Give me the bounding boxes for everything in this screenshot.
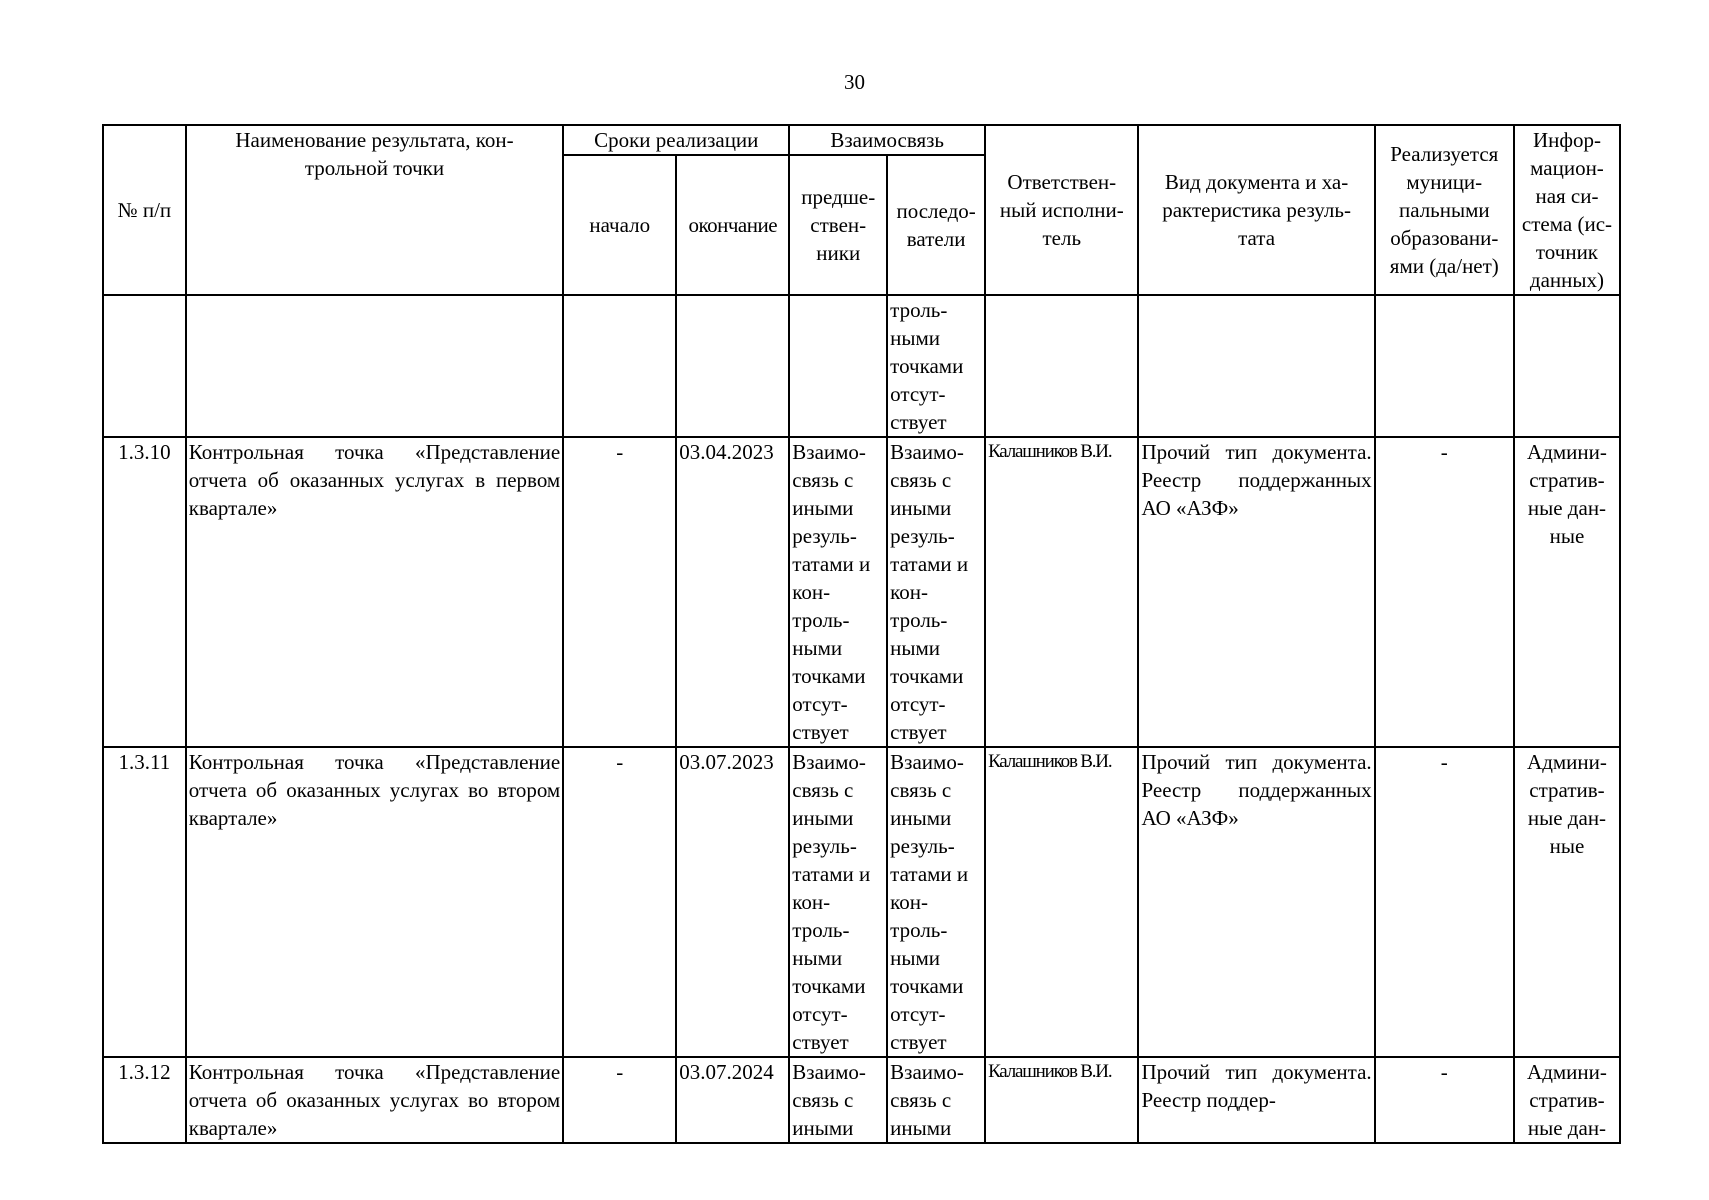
text-line: Взаимо- (890, 1060, 964, 1084)
text-line: ватели (906, 227, 966, 252)
text-line: связь с (890, 778, 952, 802)
cell-predecessors (789, 1057, 887, 1143)
text-line: тата (1238, 226, 1276, 250)
results-table (102, 124, 1621, 1144)
text-line: Реализуется (1390, 142, 1499, 166)
cell-end: 03.07.2024 (676, 1057, 789, 1143)
cell-end: 03.07.2023 (676, 747, 789, 1057)
text-line: троль- (792, 918, 850, 942)
text-line: Ответствен- (1007, 170, 1117, 194)
text-line: резуль- (792, 524, 857, 548)
header-row-1 (103, 125, 1620, 155)
table-row (103, 437, 1620, 747)
text-line: отсут- (890, 1002, 946, 1026)
text-line: троль- (890, 608, 948, 632)
page-number: 30 (844, 70, 865, 94)
text-line: Взаимо- (890, 750, 964, 774)
text-line: Взаимо- (890, 440, 964, 464)
text-line: трольной точки (304, 156, 445, 180)
text-line: точками (890, 664, 964, 688)
cell-info (1514, 437, 1620, 747)
cell-empty (186, 295, 563, 437)
cell-municipal: - (1375, 747, 1514, 1057)
cell-num: 1.3.12 (103, 1057, 186, 1143)
text-line: связь с (890, 468, 952, 492)
header-name (186, 125, 563, 295)
cell-doc: Прочий тип документа. Реестр поддержанных АО «АЗФ» (1138, 437, 1374, 747)
text-line: Взаимо- (792, 440, 866, 464)
cell-info (1514, 1057, 1620, 1143)
header-info (1514, 125, 1620, 295)
header-responsible (985, 125, 1138, 295)
cell-municipal: - (1375, 1057, 1514, 1143)
text-line: тель (1042, 226, 1082, 250)
cell-name: Контрольная точка «Представление отчета об оказанных услугах во втором квартале» (186, 1057, 563, 1143)
cell-responsible: Калашников В.И. (985, 437, 1138, 747)
text-line: Наименование результата, кон- (235, 128, 514, 152)
table-row (103, 1057, 1620, 1143)
header-predecessors (789, 155, 887, 295)
cell-empty (985, 295, 1138, 437)
text-line: Админи- (1527, 750, 1607, 774)
cell-empty (1375, 295, 1514, 437)
text-line: ная си- (1535, 184, 1599, 208)
cell-start: - (563, 437, 676, 747)
cell-empty (1138, 295, 1374, 437)
cell-empty (1514, 295, 1620, 437)
text-line: иными (890, 806, 952, 830)
text-line: отсут- (890, 382, 946, 406)
text-line: отсут- (792, 1002, 848, 1026)
text-line: кон- (792, 580, 831, 604)
text-line: Админи- (1527, 1060, 1607, 1084)
text-line: ствует (792, 720, 849, 744)
text-line: стратив- (1529, 778, 1605, 802)
text-line: Взаимо- (792, 1060, 866, 1084)
text-line: ными (792, 636, 843, 660)
text-line: татами и (792, 862, 871, 886)
text-line: стратив- (1529, 1088, 1605, 1112)
text-line: точками (890, 354, 964, 378)
cell-doc: Прочий тип документа. Реестр поддержанных АО «АЗФ» (1138, 747, 1374, 1057)
text-line: иными (792, 496, 854, 520)
text-line: иными (890, 1116, 952, 1140)
cell-empty (789, 295, 887, 437)
text-line: последо- (896, 199, 976, 224)
cell-predecessors (789, 437, 887, 747)
cell-num: 1.3.10 (103, 437, 186, 747)
cell-empty (676, 295, 789, 437)
text-line: троль- (890, 298, 948, 322)
text-line: кон- (890, 890, 929, 914)
table-row (103, 747, 1620, 1057)
text-line: ный исполни- (999, 198, 1124, 222)
text-line: ями (да/нет) (1389, 254, 1499, 278)
text-line: предше- (801, 185, 876, 210)
text-line: резуль- (890, 834, 955, 858)
cell-municipal: - (1375, 437, 1514, 747)
cell-doc: Прочий тип документа. Реестр поддер- (1138, 1057, 1374, 1143)
cell-empty (103, 295, 186, 437)
text-line: Взаимо- (792, 750, 866, 774)
text-line: татами и (890, 552, 969, 576)
text-line: троль- (890, 918, 948, 942)
text-line: иными (792, 806, 854, 830)
cell-end: 03.04.2023 (676, 437, 789, 747)
text-line: ные (1549, 834, 1585, 858)
text-line: муници- (1406, 170, 1483, 194)
text-line: стратив- (1529, 468, 1605, 492)
text-line: образовани- (1390, 226, 1499, 250)
cell-num: 1.3.11 (103, 747, 186, 1057)
text-line: ствен- (810, 213, 867, 238)
text-line: ными (890, 326, 941, 350)
header-successors (887, 155, 985, 295)
text-line: точник (1535, 240, 1599, 264)
text-line: ствует (890, 410, 947, 434)
cell-responsible: Калашников В.И. (985, 747, 1138, 1057)
cell-predecessors (789, 747, 887, 1057)
continuation-row (103, 295, 1620, 437)
cell-successors (887, 295, 985, 437)
text-line: рактеристика резуль- (1162, 198, 1351, 222)
cell-successors (887, 1057, 985, 1143)
cell-name: Контрольная точка «Представление отчета об оказанных услугах в первом квартале» (186, 437, 563, 747)
text-line: точками (792, 664, 866, 688)
text-line: ными (890, 636, 941, 660)
header-doc (1138, 125, 1374, 295)
text-line: иными (792, 1116, 854, 1140)
text-line: точками (792, 974, 866, 998)
text-line: ные дан- (1527, 496, 1607, 520)
cell-successors (887, 437, 985, 747)
text-line: пальными (1398, 198, 1490, 222)
text-line: Админи- (1527, 440, 1607, 464)
text-line: резуль- (792, 834, 857, 858)
text-line: стема (ис- (1521, 212, 1613, 236)
cell-start: - (563, 1057, 676, 1143)
text-line: отсут- (890, 692, 946, 716)
cell-start: - (563, 747, 676, 1057)
text-line: кон- (890, 580, 929, 604)
text-line: троль- (792, 608, 850, 632)
text-line: точками (890, 974, 964, 998)
text-line: ствует (792, 1030, 849, 1054)
text-line: Вид документа и ха- (1164, 170, 1349, 194)
text-line: Инфор- (1532, 128, 1601, 152)
text-line: ными (792, 946, 843, 970)
text-line: резуль- (890, 524, 955, 548)
text-line: татами и (890, 862, 969, 886)
text-line: ствует (890, 720, 947, 744)
header-start: начало (563, 155, 676, 295)
text-line: данных) (1529, 268, 1605, 292)
header-link: Взаимосвязь (789, 125, 985, 155)
text-line: связь с (792, 468, 854, 492)
cell-name: Контрольная точка «Представление отчета об оказанных услугах во втором квартале» (186, 747, 563, 1057)
header-municipal (1375, 125, 1514, 295)
cell-info (1514, 747, 1620, 1057)
text-line: ные дан- (1527, 806, 1607, 830)
cell-responsible: Калашников В.И. (985, 1057, 1138, 1143)
text-line: мацион- (1530, 156, 1604, 180)
text-line: ные (1549, 524, 1585, 548)
cell-empty (563, 295, 676, 437)
text-line: кон- (792, 890, 831, 914)
header-num: № п/п (103, 125, 186, 295)
header-end: окончание (676, 155, 789, 295)
text-line: ники (816, 241, 861, 266)
text-line: иными (890, 496, 952, 520)
text-line: ными (890, 946, 941, 970)
cell-successors (887, 747, 985, 1057)
text-line: ствует (890, 1030, 947, 1054)
text-line: ные дан- (1527, 1116, 1607, 1140)
text-line: отсут- (792, 692, 848, 716)
text-line: связь с (792, 1088, 854, 1112)
text-line: связь с (890, 1088, 952, 1112)
header-terms: Сроки реализации (563, 125, 789, 155)
text-line: связь с (792, 778, 854, 802)
text-line: татами и (792, 552, 871, 576)
